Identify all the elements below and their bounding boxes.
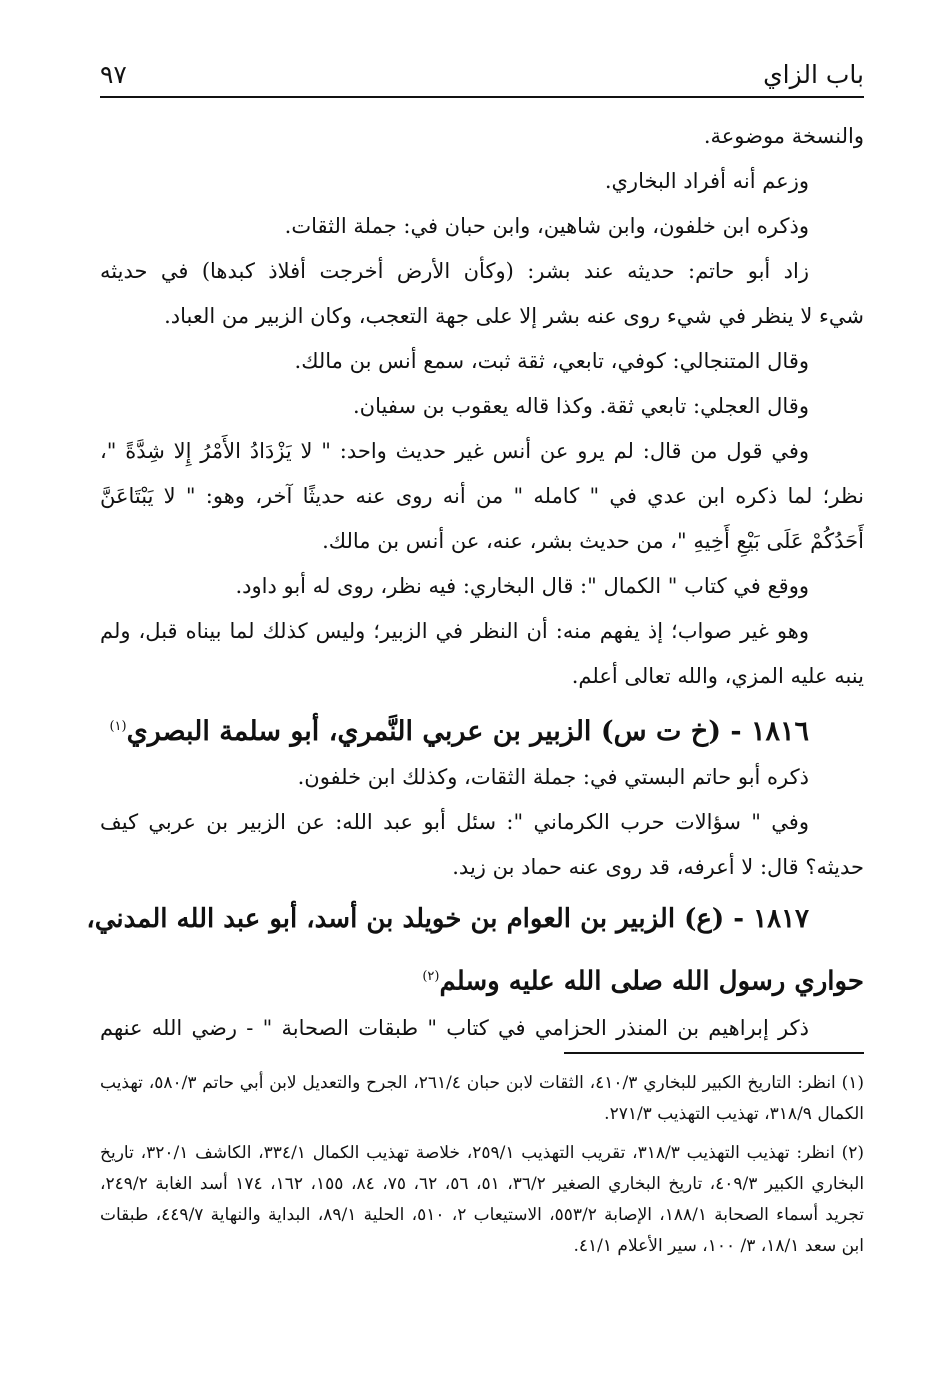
text-line: وقال المتنجالي: كوفي، تابعي، ثقة ثبت، سمع أنس بن مالك. bbox=[294, 349, 809, 373]
footnote-separator bbox=[564, 1052, 864, 1054]
footnote-ref-2: (٢) bbox=[422, 969, 440, 984]
text-line: ذكر إبراهيم بن المنذر الحزامي في كتاب " طبقات الصحابة " - رضي الله عنهم bbox=[100, 1016, 809, 1040]
footnote-1: (١) انظر: التاريخ الكبير للبخاري ٤١٠/٣، الثقات لابن حبان ٢٦١/٤، الجرح والتعديل لابن أبي حاتم ٥٨٠/٣، تهذيب الكمال ٣١٨/٩، تهذيب التهذيب ٢٧١/٣. bbox=[100, 1073, 864, 1124]
text-line: ينبه عليه المزي، والله تعالى أعلم. bbox=[571, 664, 864, 688]
text-line: أَحَدُكُمْ عَلَى بَيْعِ أَخِيهِ "، من حديث بشر، عنه، عن أنس بن مالك. bbox=[322, 529, 864, 553]
chapter-title: باب الزاي bbox=[763, 60, 864, 89]
running-header bbox=[100, 52, 864, 98]
footnote-2: (٢) انظر: تهذيب التهذيب ٣١٨/٣، تقريب التهذيب ٢٥٩/١، خلاصة تهذيب الكمال ٣٣٤/١، الكاشف ٣٢٠/١، تاريخ البخاري الكبير ٤٠٩/٣، تاريخ البخاري الصغير ٣٦/٢، ٥١، ٥٦، ٦٢، ٧٥، ٨٤، ١٥٥، ١٦٢، ١٧٤ أسد الغابة ٢٤٩/٢، تجريد أسماء الصحابة ١٨٨/١، الإصابة ٥٥٣/٢، الاستيعاب ٢، ٥١٠، الحلية ٨٩/١، البداية والنهاية ٤٤٩/٧، طبقات ابن سعد ١٨/١، ٣/ ١٠٠، سير الأعلام ٤١/١. bbox=[100, 1143, 865, 1256]
text-line: وذكره ابن خلفون، وابن شاهين، وابن حبان في: جملة الثقات. bbox=[284, 214, 809, 238]
text-line: وفي قول من قال: لم يرو عن أنس غير حديث واحد: " لا يَزْدَادُ الأَمْرُ إِلا شِدَّةً "، bbox=[100, 439, 809, 463]
text-line: نظر؛ لما ذكره ابن عدي في " كامله " من أنه روى عنه حديثًا آخر، وهو: " لا يَبْتَاعَنَّ bbox=[100, 484, 864, 508]
footnotes bbox=[100, 1068, 864, 1262]
text-line: وقال العجلي: تابعي ثقة. وكذا قاله يعقوب بن سفيان. bbox=[352, 394, 809, 418]
text-line: وفي " سؤالات حرب الكرماني ": سئل أبو عبد الله: عن الزبير بن عربي كيف bbox=[100, 810, 809, 834]
entry-heading-text: حواري رسول الله صلى الله عليه وسلم bbox=[439, 966, 864, 997]
entry-heading-1817-cont bbox=[100, 948, 864, 1006]
text-line: ذكره أبو حاتم البستي في: جملة الثقات، وكذلك ابن خلفون. bbox=[297, 765, 809, 789]
entry-heading-1816 bbox=[100, 699, 864, 755]
text-line: والنسخة موضوعة. bbox=[703, 124, 864, 148]
entry-heading-text: ١٨١٦ - (خ ت س) الزبير بن عربي النَّمري، أبو سلمة البصري bbox=[126, 716, 809, 747]
main-text bbox=[86, 114, 864, 1051]
page-number: ٩٧ bbox=[100, 60, 127, 89]
text-line: شيء لا ينظر في شيء روى عنه بشر إلا على جهة التعجب، وكان الزبير من العباد. bbox=[164, 304, 864, 328]
text-line: وزعم أنه أفراد البخاري. bbox=[604, 169, 809, 193]
text-line: زاد أبو حاتم: حديثه عند بشر: (وكأن الأرض أخرجت أفلاذ كبدها) في حديثه bbox=[100, 259, 809, 283]
text-line: حديثه؟ قال: لا أعرفه، قد روى عنه حماد بن زيد. bbox=[452, 855, 864, 879]
text-line: وهو غير صواب؛ إذ يفهم منه: أن النظر في الزبير؛ وليس كذلك لما بيناه قبل، ولم bbox=[100, 619, 809, 643]
footnote-ref-1: (١) bbox=[109, 719, 127, 734]
text-line: ووقع في كتاب " الكمال ": قال البخاري: فيه نظر، روى له أبو داود. bbox=[235, 574, 809, 598]
entry-heading-1817: ١٨١٧ - (ع) الزبير بن العوام بن خويلد بن أسد، أبو عبد الله المدني، bbox=[86, 904, 809, 934]
